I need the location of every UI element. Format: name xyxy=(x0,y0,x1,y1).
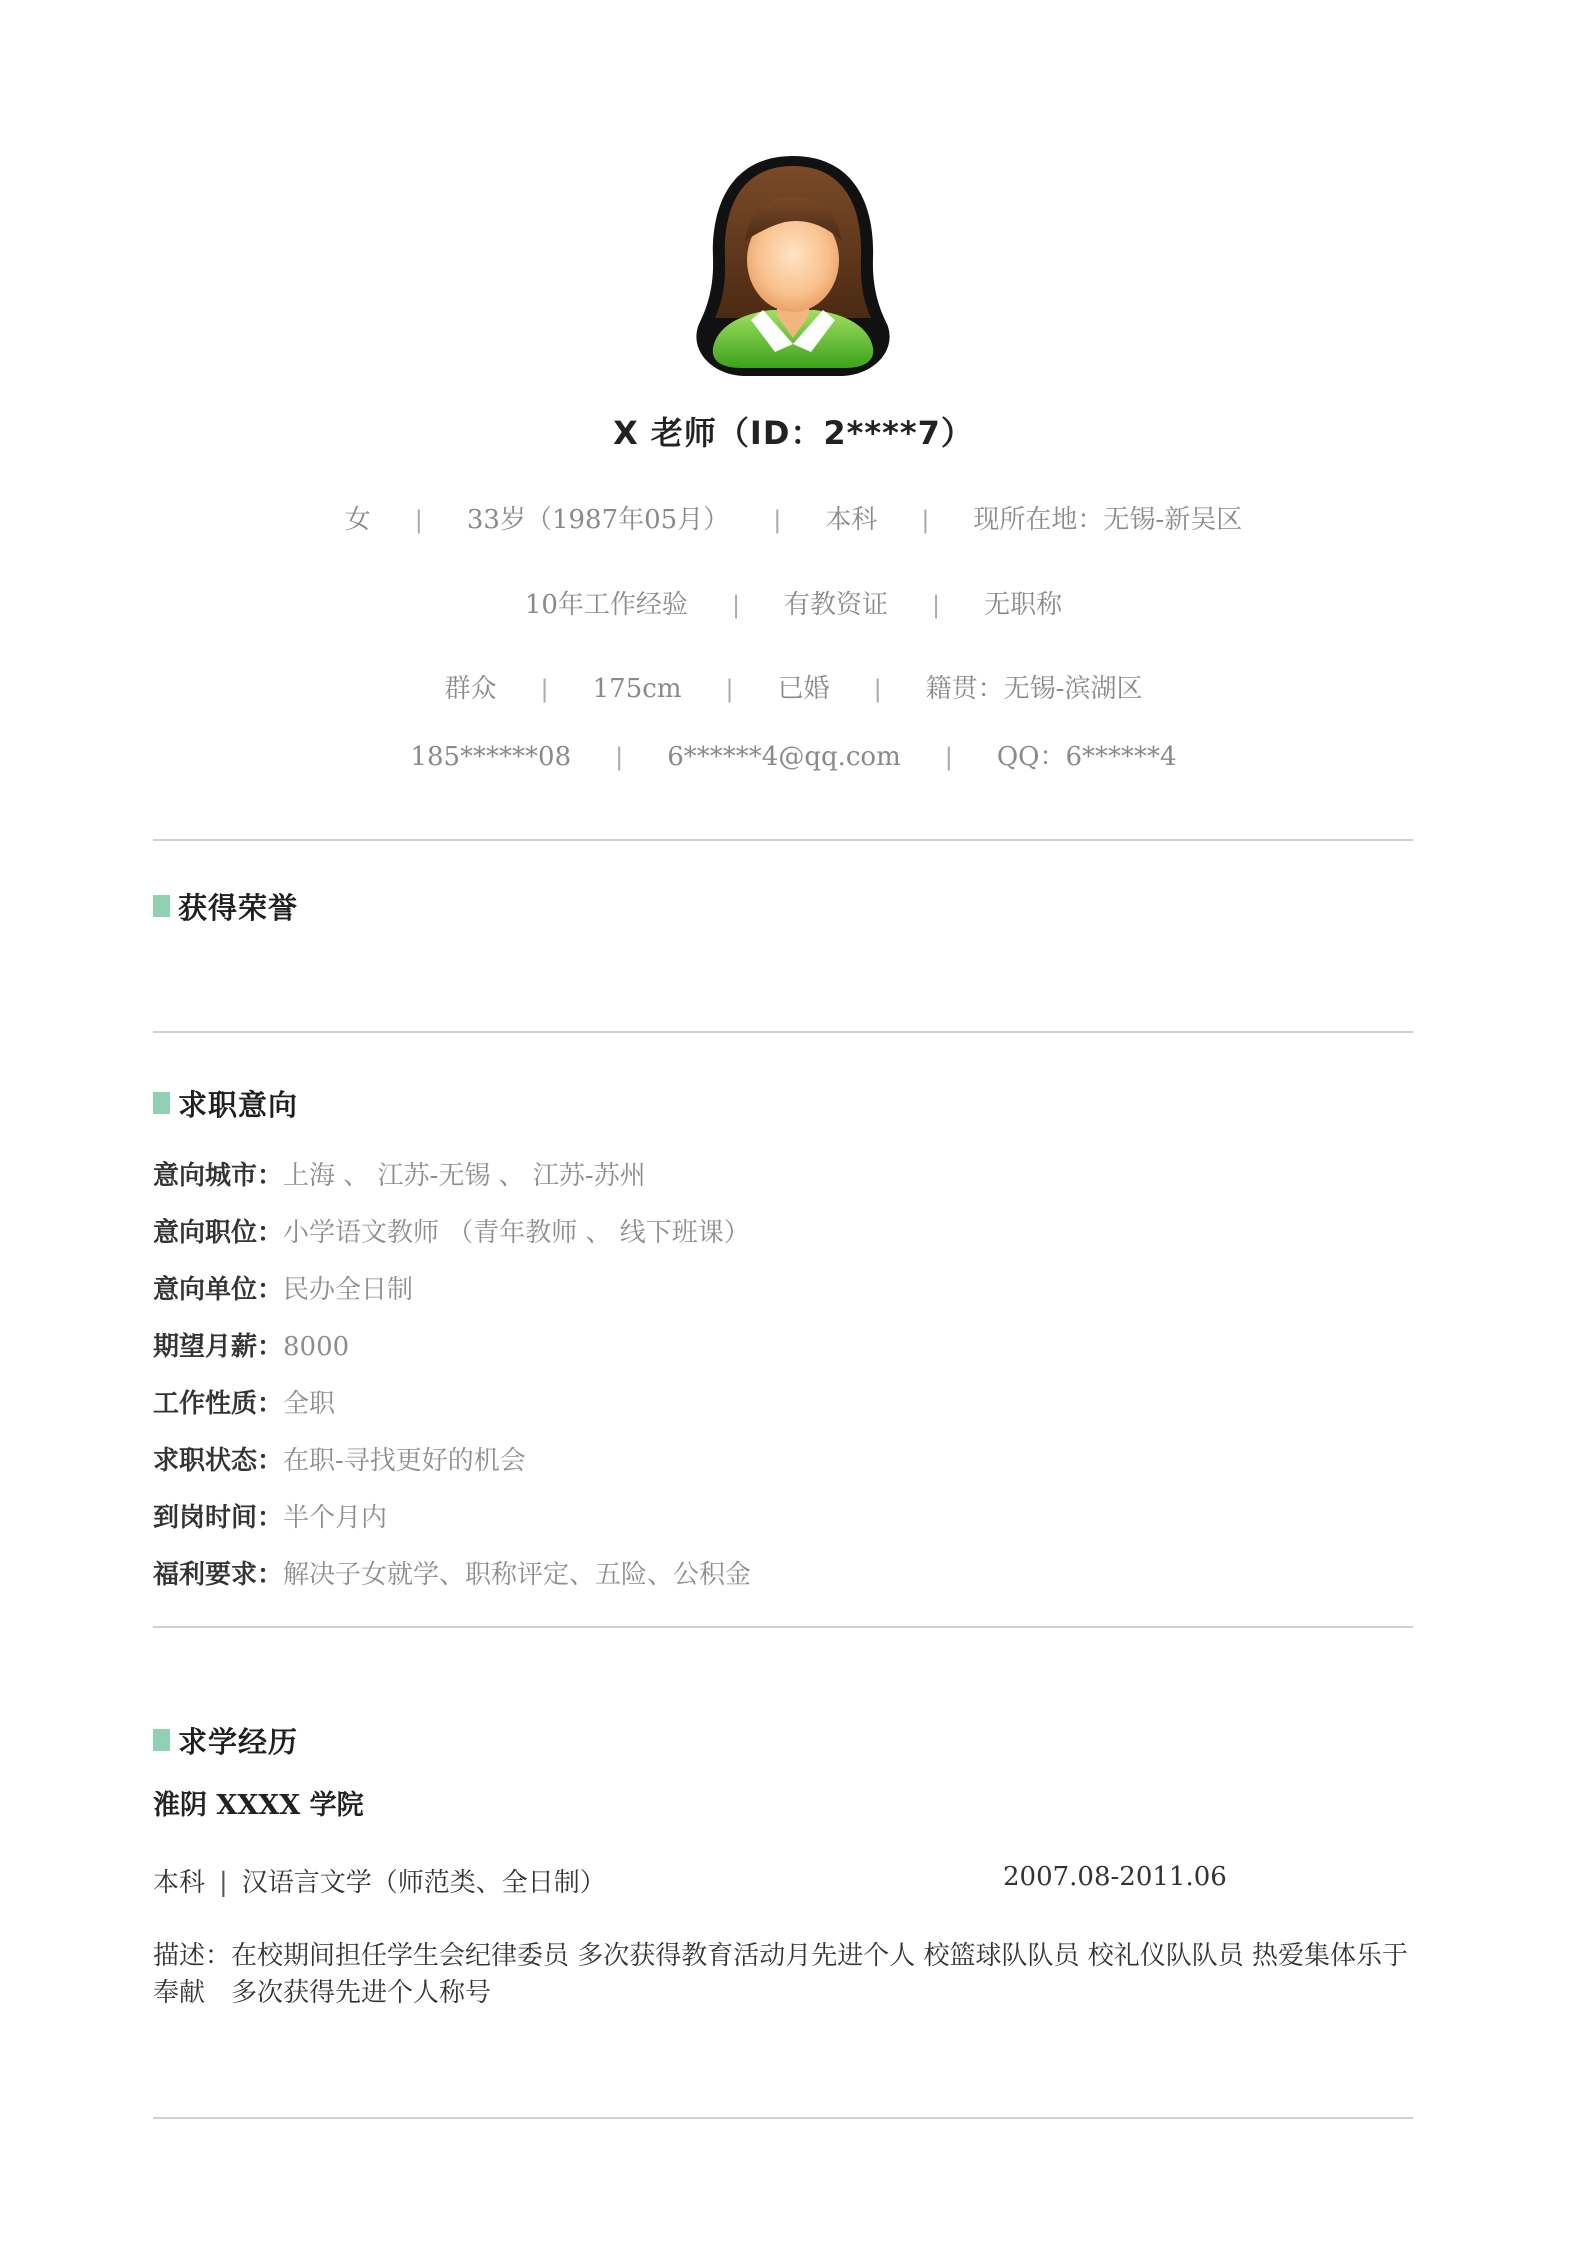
separator: | xyxy=(773,506,782,534)
education-dates: 2007.08-2011.06 xyxy=(1003,1862,1227,1892)
phone-number: 185******08 xyxy=(410,742,572,772)
separator: | xyxy=(873,675,882,703)
current-location: 现所在地：无锡-新吴区 xyxy=(973,505,1243,535)
field-value: 民办全日制 xyxy=(283,1275,414,1305)
gender: 女 xyxy=(344,505,371,535)
education-description: 描述：在校期间担任学生会纪律委员 多次获得教育活动月先进个人 校篮球队队员 校礼仪队队员 热爱集体乐于奉献 多次获得先进个人称号 xyxy=(153,1941,1409,2008)
section-header-job-intent xyxy=(153,1083,298,1123)
degree: 本科 xyxy=(153,1868,206,1898)
field-label: 意向职位： xyxy=(153,1218,284,1248)
profile-basic-info-row xyxy=(0,499,1587,536)
profile-personal-row xyxy=(0,668,1587,705)
profile-contact-row xyxy=(0,736,1587,773)
major: 汉语言文学（师范类、全日制） xyxy=(241,1868,606,1898)
height: 175cm xyxy=(592,674,682,704)
field-value: 解决子女就学、职称评定、五险、公积金 xyxy=(283,1560,752,1590)
field-value: 小学语文教师 （青年教师 、 线下班课） xyxy=(283,1218,750,1248)
section-title: 获得荣誉 xyxy=(178,890,299,925)
separator: | xyxy=(725,675,734,703)
qq-number: QQ：6******4 xyxy=(996,742,1177,772)
separator: | xyxy=(414,506,423,534)
email: 6******4@qq.com xyxy=(667,742,901,772)
field-label: 意向单位： xyxy=(153,1275,284,1305)
section-header-education xyxy=(153,1720,298,1760)
field-label: 求职状态： xyxy=(153,1446,284,1476)
section-accent-bar xyxy=(153,1092,170,1114)
teacher-certificate: 有教资证 xyxy=(784,590,889,620)
intent-row-employer xyxy=(153,1269,413,1306)
divider xyxy=(153,2117,1413,2119)
field-label: 到岗时间： xyxy=(153,1503,284,1533)
separator: | xyxy=(219,1868,228,1898)
separator: | xyxy=(731,591,741,619)
section-accent-bar xyxy=(153,1729,170,1751)
female-user-avatar-icon xyxy=(693,148,893,380)
intent-row-availability xyxy=(153,1497,387,1534)
education-degree-line xyxy=(153,1862,606,1899)
field-label: 意向城市： xyxy=(153,1161,284,1191)
intent-row-salary xyxy=(153,1326,349,1363)
profile-experience-row xyxy=(0,584,1587,621)
field-label: 期望月薪： xyxy=(153,1332,284,1362)
professional-title: 无职称 xyxy=(984,590,1063,620)
separator: | xyxy=(540,675,549,703)
section-header-honors xyxy=(153,886,298,926)
political-status: 群众 xyxy=(444,674,497,704)
intent-row-status xyxy=(153,1440,526,1477)
field-value: 上海 、 江苏-无锡 、 江苏-苏州 xyxy=(283,1161,646,1191)
separator: | xyxy=(615,743,624,771)
separator: | xyxy=(944,743,953,771)
field-label: 福利要求： xyxy=(153,1560,284,1590)
field-value: 在职-寻找更好的机会 xyxy=(283,1446,526,1476)
intent-row-position xyxy=(153,1212,750,1249)
intent-row-city xyxy=(153,1155,646,1192)
intent-row-benefits xyxy=(153,1554,751,1591)
section-accent-bar xyxy=(153,895,170,917)
section-title: 求学经历 xyxy=(178,1724,299,1759)
divider xyxy=(153,1626,1413,1628)
age: 33岁（1987年05月） xyxy=(466,505,730,535)
separator: | xyxy=(921,506,930,534)
field-value: 全职 xyxy=(283,1389,336,1419)
hometown: 籍贯：无锡-滨湖区 xyxy=(925,674,1143,704)
page-title: X 老师（ID：2****7） xyxy=(613,414,974,452)
field-label: 工作性质： xyxy=(153,1389,284,1419)
work-experience: 10年工作经验 xyxy=(524,590,688,620)
divider xyxy=(153,839,1413,841)
divider xyxy=(153,1031,1413,1033)
section-title: 求职意向 xyxy=(178,1087,299,1122)
marital-status: 已婚 xyxy=(777,674,830,704)
field-value: 8000 xyxy=(283,1332,350,1362)
separator: | xyxy=(932,591,941,619)
field-value: 半个月内 xyxy=(283,1503,388,1533)
school-name: 淮阴 XXXX 学院 xyxy=(153,1790,364,1821)
education-level: 本科 xyxy=(825,505,878,535)
intent-row-job-type xyxy=(153,1383,335,1420)
